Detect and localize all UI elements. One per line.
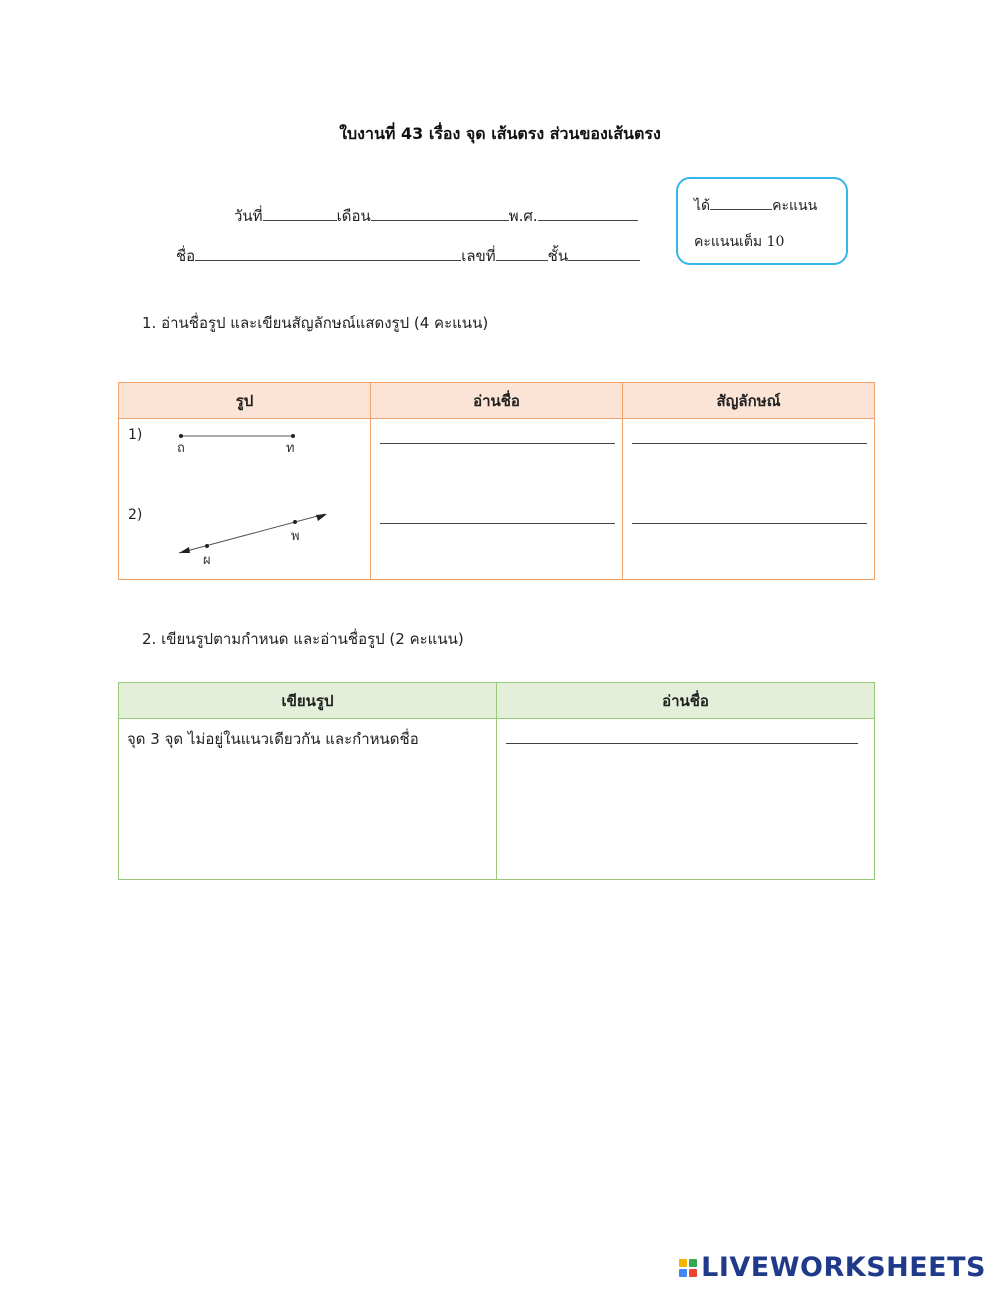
answer-line-1-symbol[interactable]	[632, 443, 867, 444]
answer-line-q2[interactable]	[506, 743, 858, 744]
question-2-prompt: 2. เขียนรูปตามกำหนด และอ่านชื่อรูป (2 คะแนน)	[142, 630, 464, 648]
year-label: พ.ศ.	[508, 207, 538, 225]
page-title: ใบงานที่ 43 เรื่อง จุด เส้นตรง ส่วนของเส้นตรง	[339, 124, 661, 143]
score-blank[interactable]	[710, 193, 772, 210]
name-blank[interactable]	[195, 244, 461, 261]
month-blank[interactable]	[371, 204, 509, 221]
item-1-point-b: ท	[286, 441, 295, 456]
question-1-table	[118, 382, 875, 580]
class-label: ชั้น	[547, 247, 569, 265]
read-name-cell	[497, 719, 875, 880]
item-2-point-a: ผ	[203, 553, 211, 568]
header-symbol: สัญลักษณ์	[623, 383, 875, 419]
figure-cell	[119, 419, 371, 580]
answer-line-1-name[interactable]	[380, 443, 615, 444]
table-header-row	[119, 683, 875, 719]
header-draw: เขียนรูป	[119, 683, 497, 719]
question-2-table	[118, 682, 875, 880]
header-figure: รูป	[119, 383, 371, 419]
score-got-label: ได้	[694, 198, 711, 214]
line-figure	[169, 507, 339, 567]
name-line	[176, 244, 640, 268]
liveworksheets-logo	[679, 1252, 986, 1283]
date-blank[interactable]	[263, 204, 337, 221]
header-read-name: อ่านชื่อ	[371, 383, 623, 419]
name-label: ชื่อ	[176, 247, 196, 265]
right-arrowhead	[316, 514, 327, 521]
score-points-label: คะแนน	[772, 198, 818, 214]
score-full-label: คะแนนเต็ม 10	[694, 234, 785, 250]
month-label: เดือน	[336, 207, 371, 225]
symbol-cell	[623, 419, 875, 580]
brand-mark-icon	[679, 1259, 697, 1277]
date-label: วันที่	[234, 207, 263, 225]
draw-instruction: จุด 3 จุด ไม่อยู่ในแนวเดียวกัน และกำหนดชื่อ	[127, 730, 419, 748]
item-2-number: 2)	[128, 507, 143, 523]
answer-line-2-name[interactable]	[380, 523, 615, 524]
score-got-row	[694, 193, 817, 217]
score-box	[676, 177, 848, 265]
left-arrowhead	[179, 547, 190, 553]
item-1-number: 1)	[128, 427, 143, 443]
point-ph-dot	[293, 520, 297, 524]
date-line	[234, 204, 638, 228]
number-blank[interactable]	[496, 244, 548, 261]
straight-line	[179, 514, 325, 553]
brand-name: LIVEWORKSHEETS	[701, 1252, 986, 1283]
table-header-row	[119, 383, 875, 419]
table-row	[119, 419, 875, 580]
question-1-prompt: 1. อ่านชื่อรูป และเขียนสัญลักษณ์แสดงรูป (4 คะแนน)	[142, 314, 489, 332]
number-label: เลขที่	[461, 247, 496, 265]
class-blank[interactable]	[568, 244, 640, 261]
year-blank[interactable]	[538, 204, 638, 221]
item-1-point-a: ถ	[177, 441, 185, 456]
point-p-dot	[205, 544, 209, 548]
answer-line-2-symbol[interactable]	[632, 523, 867, 524]
item-2-point-b: พ	[291, 529, 300, 544]
draw-cell[interactable]	[119, 719, 497, 880]
table-row	[119, 719, 875, 880]
header-read-name: อ่านชื่อ	[497, 683, 875, 719]
read-name-cell	[371, 419, 623, 580]
